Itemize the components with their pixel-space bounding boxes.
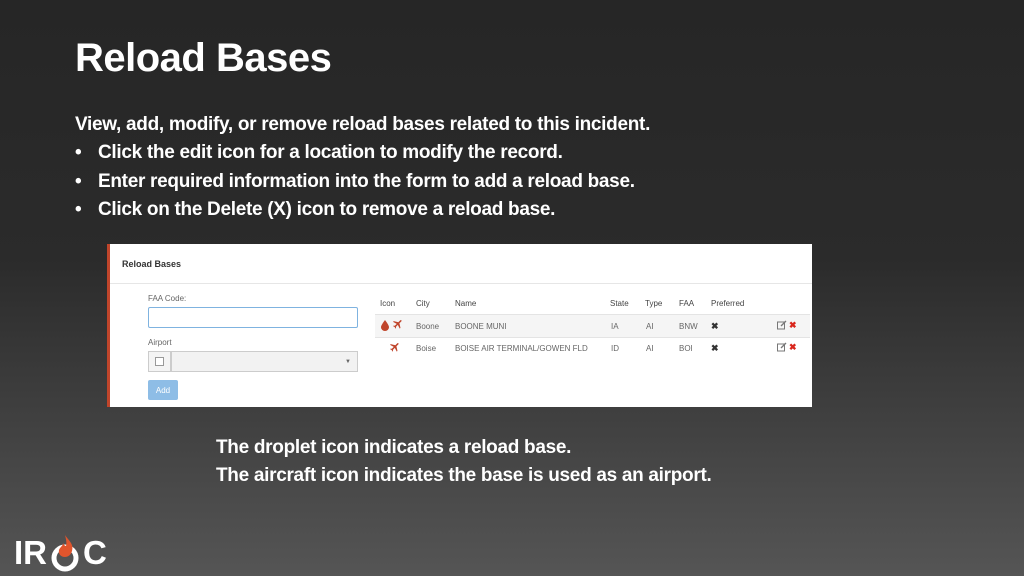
- flame-o-icon: [48, 533, 82, 573]
- cell-faa: BNW: [679, 322, 698, 331]
- column-header-city: City: [416, 299, 430, 308]
- instruction-text: Enter required information into the form to add a reload base.: [98, 170, 635, 192]
- not-preferred-icon: ✖: [711, 321, 719, 331]
- faa-code-input[interactable]: [148, 307, 358, 328]
- droplet-note: The droplet icon indicates a reload base.: [216, 437, 572, 458]
- bullet-icon: •: [75, 199, 82, 220]
- column-header-icon: Icon: [380, 299, 396, 308]
- reload-bases-panel: [107, 244, 812, 407]
- panel-title: Reload Bases: [122, 259, 182, 269]
- panel-divider: [110, 283, 812, 284]
- cell-state: IA: [611, 322, 619, 331]
- cell-city: Boone: [416, 322, 440, 331]
- table-divider: [375, 337, 810, 338]
- instruction-item: [75, 171, 635, 200]
- column-header-name: Name: [455, 299, 477, 308]
- airport-checkbox[interactable]: [148, 351, 171, 372]
- column-header-type: Type: [645, 299, 663, 308]
- delete-icon[interactable]: ✖: [789, 320, 797, 330]
- aircraft-icon: [392, 317, 404, 335]
- column-header-state: State: [610, 299, 629, 308]
- iroc-logo: [14, 533, 107, 573]
- instruction-text: Click on the Delete (X) icon to remove a reload base.: [98, 199, 556, 220]
- chevron-down-icon: ▼: [345, 359, 351, 365]
- faa-code-label: FAA Code:: [148, 294, 187, 303]
- table-row: [375, 315, 810, 337]
- delete-icon[interactable]: ✖: [789, 342, 797, 352]
- instruction-item: [75, 199, 635, 228]
- aircraft-icon: [389, 340, 401, 358]
- cell-type: AI: [646, 344, 654, 353]
- bullet-icon: •: [75, 142, 82, 163]
- not-preferred-icon: ✖: [711, 343, 719, 353]
- cell-name: BOONE MUNI: [455, 322, 507, 331]
- logo-text-left: IR: [14, 534, 47, 571]
- cell-city: Boise: [416, 344, 437, 353]
- cell-type: AI: [646, 322, 654, 331]
- cell-faa: BOI: [679, 344, 693, 353]
- edit-icon[interactable]: [777, 320, 787, 332]
- edit-icon[interactable]: [777, 342, 787, 354]
- bullet-icon: •: [75, 170, 82, 192]
- instruction-text: Click the edit icon for a location to modify the record.: [98, 142, 563, 163]
- column-header-preferred: Preferred: [711, 299, 745, 308]
- checkbox-box: [155, 357, 164, 366]
- cell-name: BOISE AIR TERMINAL/GOWEN FLD: [455, 344, 588, 353]
- intro-text: View, add, modify, or remove reload bases related to this incident.: [75, 114, 651, 135]
- instruction-item: [75, 142, 635, 171]
- airport-select[interactable]: [171, 351, 358, 372]
- column-header-faa: FAA: [679, 299, 695, 308]
- instruction-list: [75, 142, 635, 228]
- airport-label: Airport: [148, 338, 172, 347]
- slide-title: Reload Bases: [75, 36, 332, 80]
- add-button[interactable]: Add: [148, 380, 178, 400]
- aircraft-note: The aircraft icon indicates the base is used as an airport.: [216, 465, 712, 486]
- cell-state: ID: [611, 344, 619, 353]
- droplet-icon: [381, 318, 389, 336]
- logo-text-right: C: [83, 534, 107, 571]
